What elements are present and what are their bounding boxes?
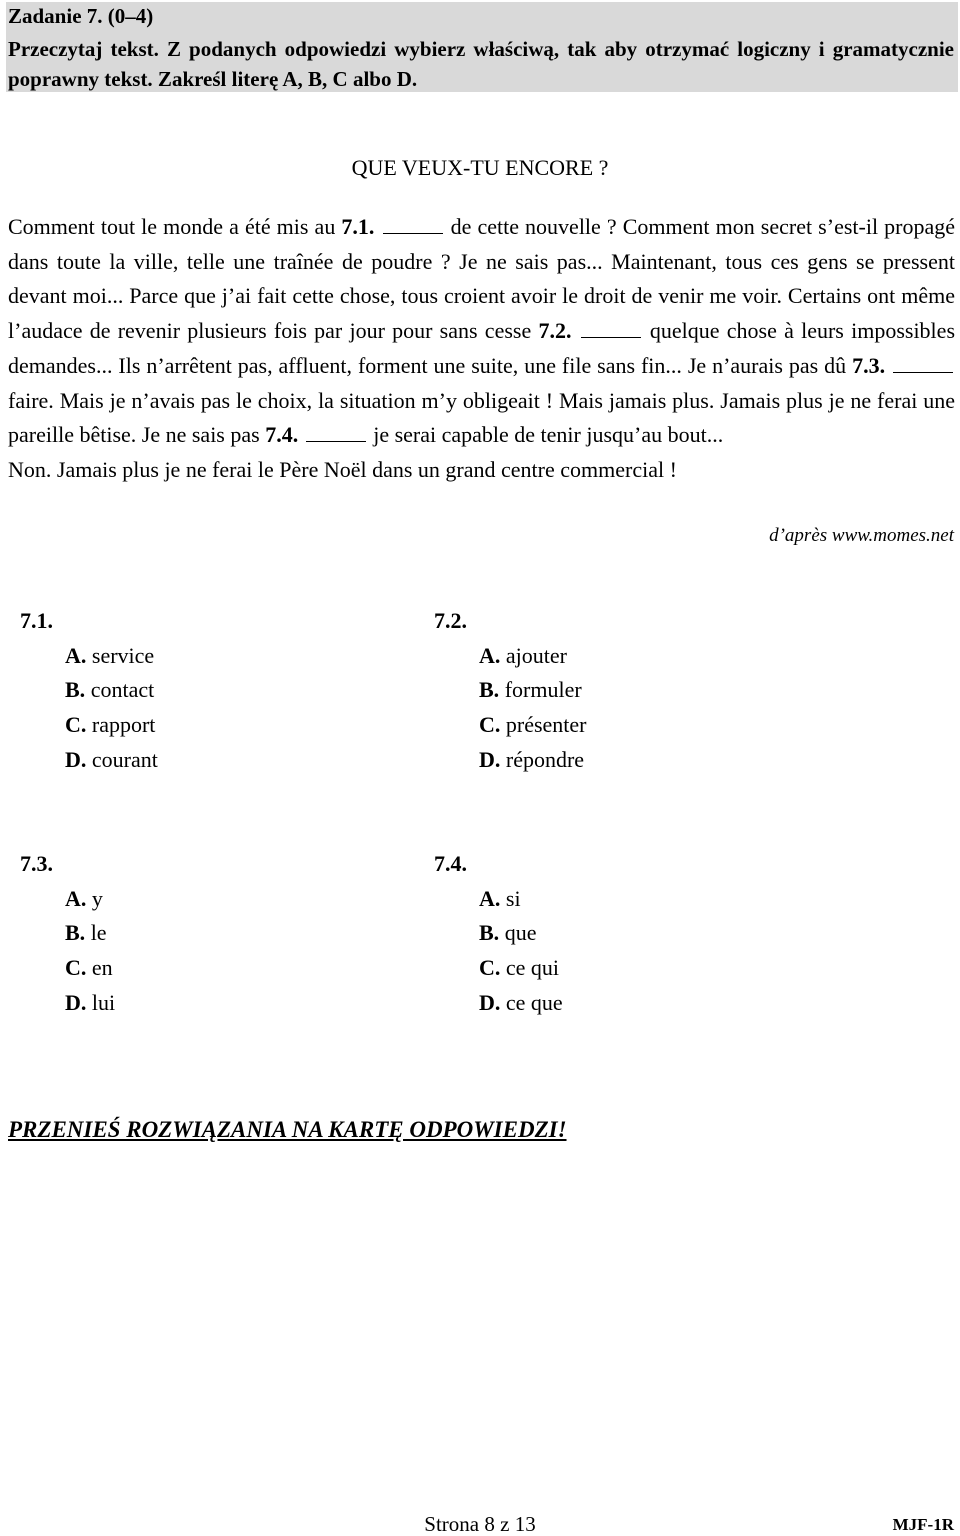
question-number: 7.2.: [434, 608, 467, 633]
answer-gap: [383, 215, 443, 234]
option-letter: B.: [479, 677, 500, 703]
answer-option[interactable]: [434, 708, 587, 743]
option-text: ce qui: [505, 955, 560, 981]
answer-option[interactable]: [434, 673, 587, 708]
answer-option[interactable]: [20, 673, 158, 708]
option-letter: D.: [65, 746, 87, 772]
option-letter: B.: [65, 920, 86, 946]
page-number: Strona 8 z 13: [424, 1512, 536, 1536]
answer-option[interactable]: [20, 743, 158, 778]
option-text: service: [91, 642, 155, 668]
exam-code: MJF-1R: [892, 1515, 954, 1534]
reading-passage: [8, 210, 955, 488]
question-7-3: [20, 847, 115, 1021]
option-text: que: [504, 920, 537, 946]
option-letter: C.: [65, 955, 87, 981]
answer-gap: [306, 423, 366, 442]
option-letter: C.: [479, 712, 501, 738]
answer-option[interactable]: [434, 916, 563, 951]
option-letter: A.: [65, 885, 87, 911]
passage-segment: de cette nouvelle ? Comment mon secret s’est-il propagé dans toute la ville, telle une traînée de poudre ? Je ne sais pas... Maintenant, tous ces gens se pressent devant moi... Parce que j’ai fait cette chose, tous croient avoir le droit de venir me voir. Certains ont même l’audace de revenir plusieurs fois par jour pour sans cesse: [8, 214, 956, 344]
answer-gap: [581, 319, 641, 338]
option-letter: D.: [479, 989, 501, 1015]
passage-segment: Non. Jamais plus je ne ferai le Père Noël dans un grand centre commercial !: [8, 456, 677, 482]
option-text: répondre: [505, 746, 585, 772]
answer-option[interactable]: [20, 639, 158, 674]
option-text: si: [505, 885, 521, 911]
answer-option[interactable]: [20, 951, 115, 986]
text-title: QUE VEUX-TU ENCORE ?: [351, 155, 609, 180]
option-text: ajouter: [505, 642, 567, 668]
question-number: 7.1.: [20, 608, 53, 633]
answer-option[interactable]: [434, 743, 587, 778]
option-text: rapport: [91, 712, 156, 738]
option-text: ce que: [505, 989, 563, 1015]
passage-segment: Comment tout le monde a été mis au: [8, 214, 342, 239]
gap-label: 7.2.: [538, 318, 572, 344]
answer-gap: [893, 354, 953, 373]
option-letter: A.: [65, 642, 87, 668]
option-text: contact: [90, 677, 155, 703]
answer-option[interactable]: [20, 986, 115, 1021]
task-title: Zadanie 7. (0–4): [8, 4, 154, 28]
option-letter: A.: [479, 885, 501, 911]
option-text: formuler: [504, 677, 582, 703]
question-7-1: [20, 604, 158, 778]
option-letter: D.: [479, 746, 501, 772]
question-7-2: [434, 604, 587, 778]
answer-option[interactable]: [434, 882, 563, 917]
option-text: courant: [91, 746, 158, 772]
question-number: 7.3.: [20, 851, 53, 876]
option-letter: D.: [65, 989, 87, 1015]
question-7-4: [434, 847, 563, 1021]
answer-option[interactable]: [434, 639, 587, 674]
option-letter: B.: [65, 677, 86, 703]
option-letter: C.: [65, 712, 87, 738]
option-text: lui: [91, 989, 116, 1015]
answer-option[interactable]: [434, 986, 563, 1021]
footer-divider: [6, 1507, 954, 1508]
text-source: d’après www.momes.net: [769, 525, 954, 546]
option-text: y: [91, 885, 103, 911]
passage-segment: je serai capable de tenir jusqu’au bout...: [373, 422, 724, 448]
option-text: présenter: [505, 712, 587, 738]
answer-option[interactable]: [20, 882, 115, 917]
gap-label: 7.3.: [852, 352, 886, 378]
passage-segment: quelque chose à leurs impossibles demandes... Ils n’arrêtent pas, affluent, forment une suite, une file sans fin... Je n’aurais pas dû: [8, 318, 955, 378]
transfer-answers-note: PRZENIEŚ ROZWIĄZANIA NA KARTĘ ODPOWIEDZI!: [8, 1117, 567, 1142]
gap-label: 7.1.: [341, 214, 375, 239]
task-instruction: Przeczytaj tekst. Z podanych odpowiedzi wybierz właściwą, tak aby otrzymać logiczny i gramatycznie poprawny tekst. Zakreśl literę A, B, C albo D.: [8, 37, 954, 91]
answer-option[interactable]: [434, 951, 563, 986]
option-text: le: [90, 920, 107, 946]
answer-option[interactable]: [20, 916, 115, 951]
option-letter: A.: [479, 642, 501, 668]
option-letter: B.: [479, 920, 500, 946]
answer-option[interactable]: [20, 708, 158, 743]
option-text: en: [91, 955, 113, 981]
passage-segment: faire. Mais je n’avais pas le choix, la situation m’y obligeait ! Mais jamais plus. Jamais plus je ne ferai une pareille bêtise. Je ne sais pas: [8, 387, 955, 448]
question-number: 7.4.: [434, 851, 467, 876]
option-letter: C.: [479, 955, 501, 981]
gap-label: 7.4.: [265, 422, 299, 448]
